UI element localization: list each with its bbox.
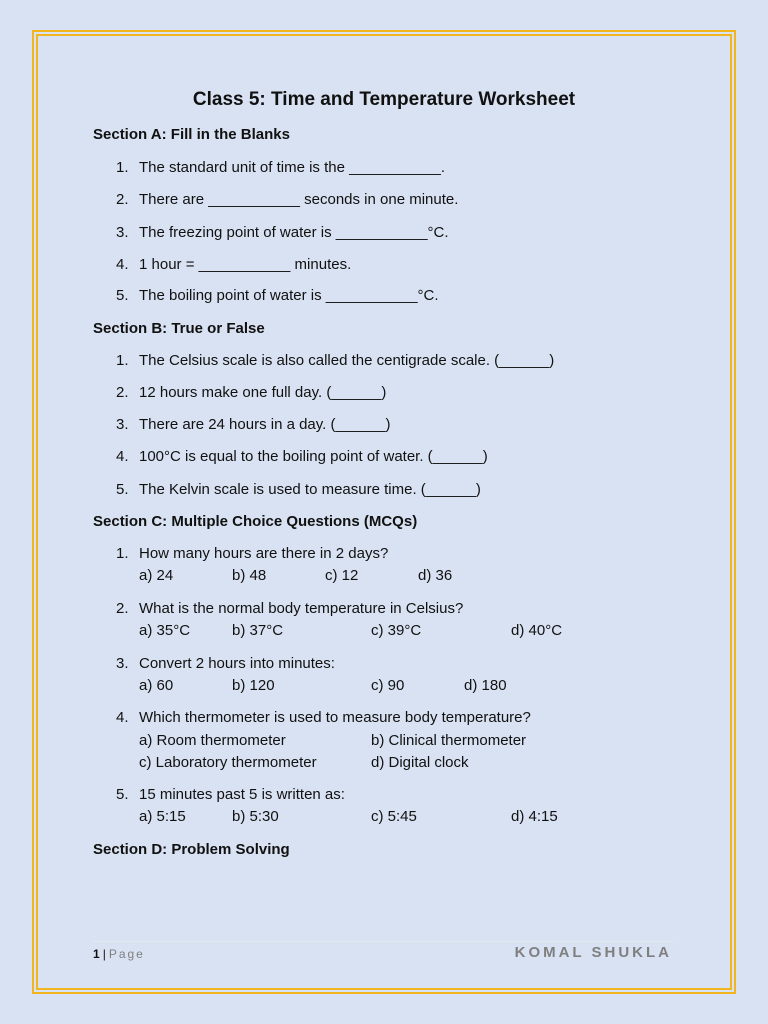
page-label: Page xyxy=(108,947,145,961)
question-text: 100°C is equal to the boiling point of water. (______) xyxy=(139,448,488,465)
question-text: The Celsius scale is also called the centigrade scale. (______) xyxy=(139,352,555,369)
worksheet-title: Class 5: Time and Temperature Worksheet xyxy=(192,89,576,110)
page-separator: | xyxy=(102,947,106,961)
question-text: Which thermometer is used to measure body temperature? xyxy=(139,709,531,726)
option-a: a) 60 xyxy=(139,677,174,694)
option-b: b) 37°C xyxy=(232,622,284,639)
question-text: The freezing point of water is ___________°C. xyxy=(139,224,449,241)
question-number: 3. xyxy=(116,224,129,241)
question-text: There are ___________ seconds in one minute. xyxy=(139,191,459,208)
footer-divider xyxy=(93,941,673,942)
question-text: The Kelvin scale is used to measure time. (______) xyxy=(139,481,481,498)
question-number: 2. xyxy=(116,600,129,617)
section-a-heading: Section A: Fill in the Blanks xyxy=(93,126,290,143)
section-b-heading: Section B: True or False xyxy=(93,320,265,337)
question-number: 5. xyxy=(116,287,129,304)
question-text: What is the normal body temperature in Celsius? xyxy=(139,600,464,617)
question-text: How many hours are there in 2 days? xyxy=(139,545,389,562)
question-text: There are 24 hours in a day. (______) xyxy=(139,416,391,433)
question-number: 4. xyxy=(116,256,129,273)
question-number: 1. xyxy=(116,352,129,369)
option-b: b) 5:30 xyxy=(232,808,279,825)
option-c: c) 90 xyxy=(371,677,405,694)
question-number: 3. xyxy=(116,416,129,433)
question-number: 2. xyxy=(116,191,129,208)
question-number: 3. xyxy=(116,655,129,672)
author-name: KOMAL SHUKLA xyxy=(514,944,672,961)
option-d: d) 180 xyxy=(464,677,507,694)
option-c: c) Laboratory thermometer xyxy=(139,754,317,771)
option-b: b) 120 xyxy=(232,677,275,694)
question-number: 2. xyxy=(116,384,129,401)
question-number: 5. xyxy=(116,786,129,803)
option-d: d) 40°C xyxy=(511,622,563,639)
question-text: 12 hours make one full day. (______) xyxy=(139,384,387,401)
option-d: d) 4:15 xyxy=(511,808,558,825)
question-number: 1. xyxy=(116,545,129,562)
option-a: a) 24 xyxy=(139,567,174,584)
option-d: d) 36 xyxy=(418,567,453,584)
option-a: a) Room thermometer xyxy=(139,732,286,749)
question-number: 5. xyxy=(116,481,129,498)
question-number: 4. xyxy=(116,448,129,465)
option-c: c) 12 xyxy=(325,567,359,584)
option-b: b) Clinical thermometer xyxy=(371,732,527,749)
section-c-heading: Section C: Multiple Choice Questions (MCQs) xyxy=(93,513,418,530)
option-a: a) 35°C xyxy=(139,622,191,639)
question-text: Convert 2 hours into minutes: xyxy=(139,655,335,672)
question-number: 1. xyxy=(116,159,129,176)
question-text: 15 minutes past 5 is written as: xyxy=(139,786,345,803)
question-text: The standard unit of time is the ___________. xyxy=(139,159,446,176)
question-text: 1 hour = ___________ minutes. xyxy=(139,256,352,273)
option-d: d) Digital clock xyxy=(371,754,469,771)
section-d-heading: Section D: Problem Solving xyxy=(93,841,290,858)
option-c: c) 5:45 xyxy=(371,808,417,825)
option-c: c) 39°C xyxy=(371,622,422,639)
page-number-value: 1 xyxy=(93,947,100,961)
page-number xyxy=(93,947,145,961)
option-b: b) 48 xyxy=(232,567,267,584)
question-text: The boiling point of water is ___________°C. xyxy=(139,287,439,304)
option-a: a) 5:15 xyxy=(139,808,186,825)
question-number: 4. xyxy=(116,709,129,726)
